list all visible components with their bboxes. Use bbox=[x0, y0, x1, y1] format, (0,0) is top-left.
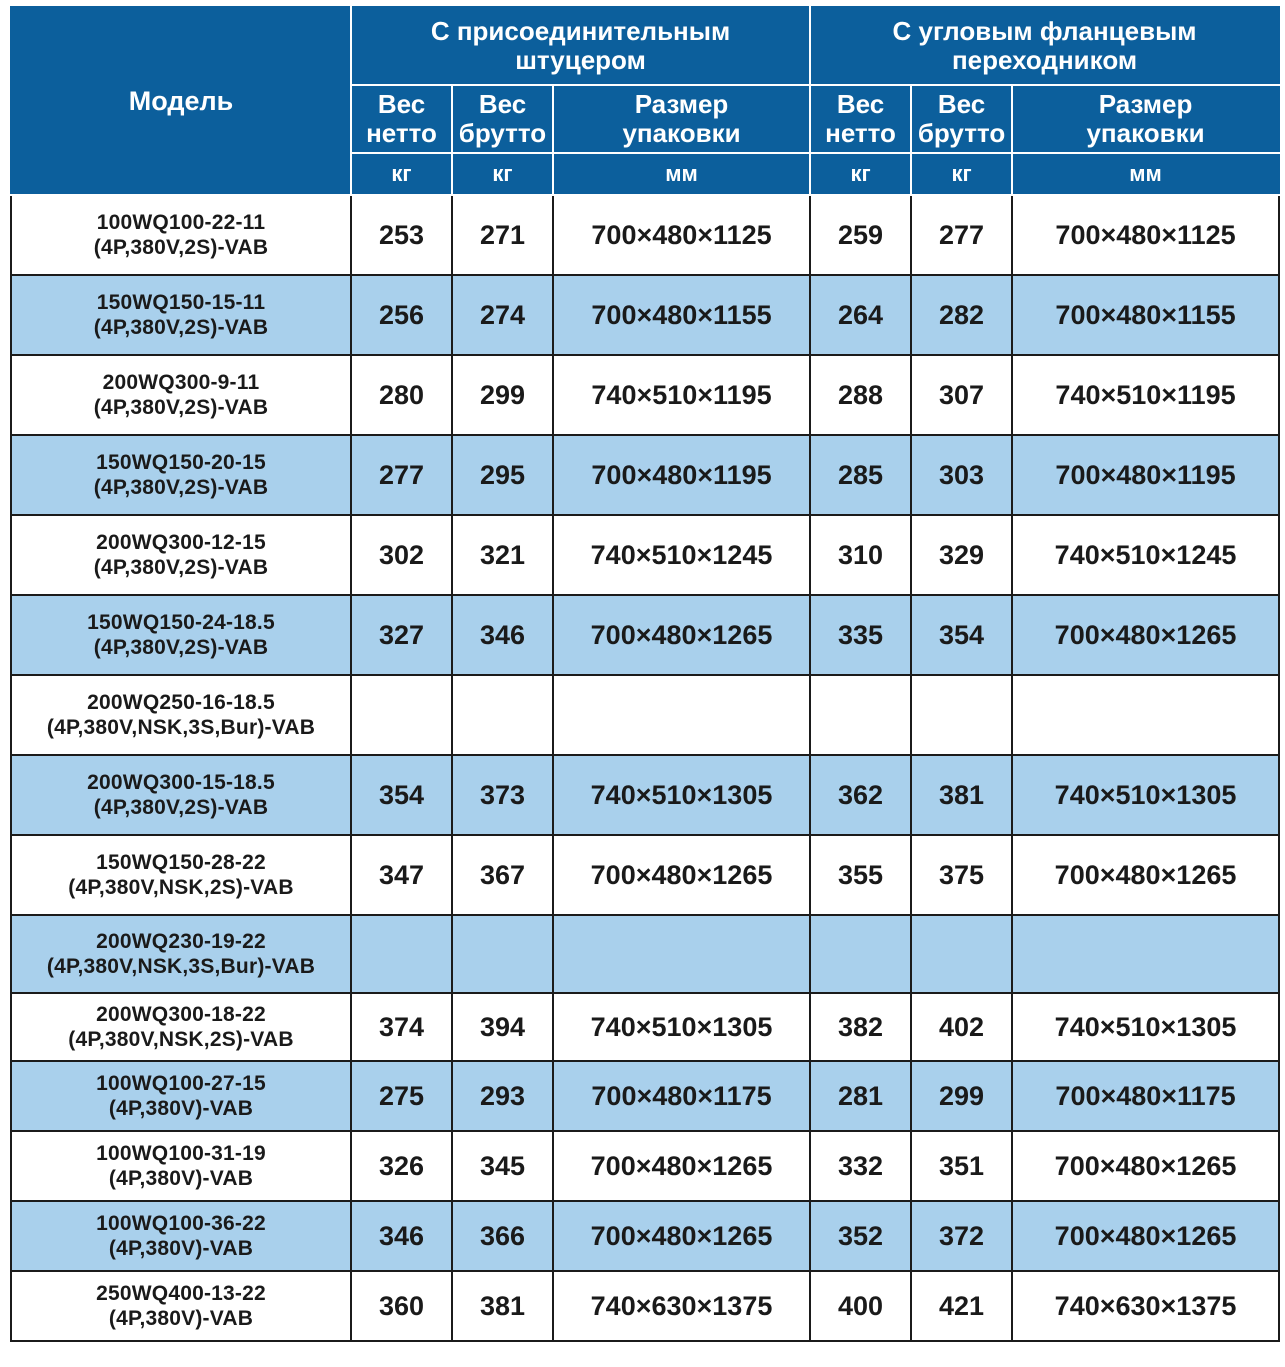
flange-package-size: 700×480×1155 bbox=[1012, 275, 1279, 355]
fitting-gross-weight: 295 bbox=[452, 435, 553, 515]
fitting-gross-weight: 271 bbox=[452, 195, 553, 275]
header-group-fitting-line1: С присоединительным bbox=[430, 16, 731, 46]
fitting-package-size: 700×480×1175 bbox=[553, 1061, 810, 1131]
flange-gross-weight bbox=[911, 675, 1012, 755]
fitting-gross-weight: 394 bbox=[452, 993, 553, 1061]
fitting-net-weight: 360 bbox=[351, 1271, 452, 1341]
fitting-package-size: 740×510×1195 bbox=[553, 355, 810, 435]
fitting-net-weight bbox=[351, 915, 452, 993]
header-text: Вес bbox=[478, 89, 527, 119]
unit-fitting-gross: кг bbox=[452, 153, 553, 195]
model-cell bbox=[11, 675, 351, 755]
header-text: брутто bbox=[917, 118, 1006, 148]
flange-package-size: 740×510×1305 bbox=[1012, 993, 1279, 1061]
table-row bbox=[11, 275, 1279, 355]
flange-net-weight: 285 bbox=[810, 435, 911, 515]
flange-package-size: 700×480×1265 bbox=[1012, 1131, 1279, 1201]
table-row bbox=[11, 1061, 1279, 1131]
flange-package-size: 700×480×1265 bbox=[1012, 1201, 1279, 1271]
fitting-net-weight: 280 bbox=[351, 355, 452, 435]
flange-gross-weight: 351 bbox=[911, 1131, 1012, 1201]
table-row bbox=[11, 755, 1279, 835]
fitting-gross-weight: 299 bbox=[452, 355, 553, 435]
table-row bbox=[11, 835, 1279, 915]
table-row bbox=[11, 675, 1279, 755]
fitting-gross-weight: 373 bbox=[452, 755, 553, 835]
flange-gross-weight bbox=[911, 915, 1012, 993]
flange-net-weight bbox=[810, 675, 911, 755]
flange-package-size: 700×480×1195 bbox=[1012, 435, 1279, 515]
header-text: Размер bbox=[634, 89, 729, 119]
header-text: Размер bbox=[1098, 89, 1193, 119]
header-flange-net bbox=[810, 85, 911, 153]
header-group-fitting bbox=[351, 7, 810, 85]
flange-gross-weight: 421 bbox=[911, 1271, 1012, 1341]
model-line: (4P,380V,NSK,3S,Bur)-VAB bbox=[46, 716, 316, 739]
fitting-net-weight: 277 bbox=[351, 435, 452, 515]
fitting-gross-weight: 274 bbox=[452, 275, 553, 355]
fitting-net-weight: 354 bbox=[351, 755, 452, 835]
model-cell bbox=[11, 595, 351, 675]
model-cell bbox=[11, 195, 351, 275]
flange-gross-weight: 354 bbox=[911, 595, 1012, 675]
model-cell bbox=[11, 275, 351, 355]
model-line: (4P,380V,2S)-VAB bbox=[93, 556, 269, 579]
flange-package-size: 700×480×1125 bbox=[1012, 195, 1279, 275]
flange-gross-weight: 299 bbox=[911, 1061, 1012, 1131]
fitting-gross-weight: 346 bbox=[452, 595, 553, 675]
header-text: нетто bbox=[366, 118, 437, 148]
fitting-gross-weight: 367 bbox=[452, 835, 553, 915]
header-model: Модель bbox=[11, 7, 351, 195]
model-line: (4P,380V,2S)-VAB bbox=[93, 796, 269, 819]
model-line: (4P,380V,2S)-VAB bbox=[93, 396, 269, 419]
fitting-net-weight: 253 bbox=[351, 195, 452, 275]
flange-package-size bbox=[1012, 675, 1279, 755]
table-row bbox=[11, 993, 1279, 1061]
flange-gross-weight: 307 bbox=[911, 355, 1012, 435]
flange-net-weight: 335 bbox=[810, 595, 911, 675]
header-group-flange-line2: переходником bbox=[951, 45, 1138, 75]
header-text: Вес bbox=[836, 89, 885, 119]
model-line: 200WQ230-19-22 bbox=[96, 930, 266, 953]
model-cell bbox=[11, 1131, 351, 1201]
model-cell bbox=[11, 355, 351, 435]
fitting-net-weight: 275 bbox=[351, 1061, 452, 1131]
model-line: 150WQ150-15-11 bbox=[96, 291, 266, 314]
flange-package-size: 700×480×1265 bbox=[1012, 595, 1279, 675]
flange-package-size: 740×510×1195 bbox=[1012, 355, 1279, 435]
fitting-gross-weight bbox=[452, 675, 553, 755]
flange-gross-weight: 329 bbox=[911, 515, 1012, 595]
flange-gross-weight: 303 bbox=[911, 435, 1012, 515]
fitting-package-size: 700×480×1125 bbox=[553, 195, 810, 275]
model-line: 100WQ100-31-19 bbox=[96, 1142, 266, 1165]
header-group-fitting-line2: штуцером bbox=[515, 45, 646, 75]
flange-net-weight bbox=[810, 915, 911, 993]
flange-net-weight: 264 bbox=[810, 275, 911, 355]
model-line: 150WQ150-20-15 bbox=[96, 451, 266, 474]
flange-gross-weight: 381 bbox=[911, 755, 1012, 835]
model-cell bbox=[11, 1271, 351, 1341]
flange-package-size bbox=[1012, 915, 1279, 993]
fitting-gross-weight: 381 bbox=[452, 1271, 553, 1341]
flange-net-weight: 400 bbox=[810, 1271, 911, 1341]
header-flange-gross bbox=[911, 85, 1012, 153]
flange-net-weight: 352 bbox=[810, 1201, 911, 1271]
model-line: (4P,380V)-VAB bbox=[108, 1237, 254, 1260]
table-header bbox=[11, 7, 1279, 195]
flange-gross-weight: 402 bbox=[911, 993, 1012, 1061]
flange-package-size: 700×480×1175 bbox=[1012, 1061, 1279, 1131]
model-line: (4P,380V,NSK,2S)-VAB bbox=[68, 876, 294, 899]
fitting-gross-weight: 321 bbox=[452, 515, 553, 595]
model-line: (4P,380V,NSK,3S,Bur)-VAB bbox=[46, 955, 316, 978]
fitting-gross-weight: 366 bbox=[452, 1201, 553, 1271]
model-line: (4P,380V,2S)-VAB bbox=[93, 316, 269, 339]
unit-fitting-net: кг bbox=[351, 153, 452, 195]
model-cell bbox=[11, 515, 351, 595]
table-row bbox=[11, 435, 1279, 515]
header-text: нетто bbox=[825, 118, 896, 148]
fitting-net-weight bbox=[351, 675, 452, 755]
model-line: 150WQ150-28-22 bbox=[96, 851, 266, 874]
flange-net-weight: 362 bbox=[810, 755, 911, 835]
unit-fitting-size: мм bbox=[553, 153, 810, 195]
header-text: упаковки bbox=[622, 118, 741, 148]
fitting-package-size: 700×480×1265 bbox=[553, 1201, 810, 1271]
model-cell bbox=[11, 435, 351, 515]
header-text: упаковки bbox=[1086, 118, 1205, 148]
table-row bbox=[11, 1271, 1279, 1341]
fitting-net-weight: 346 bbox=[351, 1201, 452, 1271]
fitting-package-size: 700×480×1265 bbox=[553, 1131, 810, 1201]
header-fitting-size bbox=[553, 85, 810, 153]
fitting-net-weight: 374 bbox=[351, 993, 452, 1061]
table-row bbox=[11, 1201, 1279, 1271]
table-row bbox=[11, 1131, 1279, 1201]
header-group-flange-line1: С угловым фланцевым bbox=[892, 16, 1197, 46]
flange-net-weight: 259 bbox=[810, 195, 911, 275]
fitting-net-weight: 302 bbox=[351, 515, 452, 595]
fitting-net-weight: 327 bbox=[351, 595, 452, 675]
model-line: 200WQ300-9-11 bbox=[102, 371, 260, 394]
model-line: (4P,380V,2S)-VAB bbox=[93, 236, 269, 259]
flange-net-weight: 332 bbox=[810, 1131, 911, 1201]
model-line: (4P,380V,NSK,2S)-VAB bbox=[68, 1028, 294, 1051]
header-fitting-gross bbox=[452, 85, 553, 153]
model-cell bbox=[11, 755, 351, 835]
flange-gross-weight: 375 bbox=[911, 835, 1012, 915]
model-cell bbox=[11, 1201, 351, 1271]
flange-package-size: 740×510×1305 bbox=[1012, 755, 1279, 835]
fitting-package-size: 700×480×1195 bbox=[553, 435, 810, 515]
header-fitting-net bbox=[351, 85, 452, 153]
model-line: 200WQ300-15-18.5 bbox=[87, 771, 275, 794]
model-line: 150WQ150-24-18.5 bbox=[87, 611, 275, 634]
flange-gross-weight: 372 bbox=[911, 1201, 1012, 1271]
flange-package-size: 700×480×1265 bbox=[1012, 835, 1279, 915]
fitting-package-size: 740×510×1245 bbox=[553, 515, 810, 595]
model-line: 200WQ250-16-18.5 bbox=[87, 691, 275, 714]
flange-net-weight: 310 bbox=[810, 515, 911, 595]
flange-net-weight: 288 bbox=[810, 355, 911, 435]
flange-package-size: 740×510×1245 bbox=[1012, 515, 1279, 595]
model-line: 200WQ300-12-15 bbox=[96, 531, 266, 554]
flange-net-weight: 382 bbox=[810, 993, 911, 1061]
fitting-package-size bbox=[553, 675, 810, 755]
model-line: 100WQ100-27-15 bbox=[96, 1072, 266, 1095]
fitting-net-weight: 256 bbox=[351, 275, 452, 355]
model-cell bbox=[11, 1061, 351, 1131]
fitting-package-size: 700×480×1265 bbox=[553, 595, 810, 675]
table-row bbox=[11, 195, 1279, 275]
table-row bbox=[11, 355, 1279, 435]
table-row bbox=[11, 915, 1279, 993]
unit-flange-net: кг bbox=[810, 153, 911, 195]
fitting-package-size: 700×480×1265 bbox=[553, 835, 810, 915]
model-line: (4P,380V)-VAB bbox=[108, 1097, 254, 1120]
fitting-package-size bbox=[553, 915, 810, 993]
model-line: 250WQ400-13-22 bbox=[96, 1282, 266, 1305]
model-line: 100WQ100-36-22 bbox=[96, 1212, 266, 1235]
flange-net-weight: 355 bbox=[810, 835, 911, 915]
unit-flange-size: мм bbox=[1012, 153, 1279, 195]
fitting-gross-weight bbox=[452, 915, 553, 993]
fitting-package-size: 740×510×1305 bbox=[553, 755, 810, 835]
model-cell bbox=[11, 835, 351, 915]
flange-net-weight: 281 bbox=[810, 1061, 911, 1131]
header-group-flange bbox=[810, 7, 1279, 85]
fitting-package-size: 740×510×1305 bbox=[553, 993, 810, 1061]
header-flange-size bbox=[1012, 85, 1279, 153]
model-line: 100WQ100-22-11 bbox=[96, 211, 266, 234]
model-line: 200WQ300-18-22 bbox=[96, 1003, 266, 1026]
fitting-gross-weight: 293 bbox=[452, 1061, 553, 1131]
table-row bbox=[11, 515, 1279, 595]
fitting-package-size: 740×630×1375 bbox=[553, 1271, 810, 1341]
model-cell bbox=[11, 993, 351, 1061]
pump-spec-table bbox=[10, 6, 1280, 1342]
model-cell bbox=[11, 915, 351, 993]
fitting-net-weight: 326 bbox=[351, 1131, 452, 1201]
header-text: Вес bbox=[937, 89, 986, 119]
table-body bbox=[11, 195, 1279, 1341]
flange-gross-weight: 277 bbox=[911, 195, 1012, 275]
fitting-net-weight: 347 bbox=[351, 835, 452, 915]
table-row bbox=[11, 595, 1279, 675]
model-line: (4P,380V)-VAB bbox=[108, 1167, 254, 1190]
header-text: брутто bbox=[458, 118, 547, 148]
flange-gross-weight: 282 bbox=[911, 275, 1012, 355]
flange-package-size: 740×630×1375 bbox=[1012, 1271, 1279, 1341]
fitting-package-size: 700×480×1155 bbox=[553, 275, 810, 355]
fitting-gross-weight: 345 bbox=[452, 1131, 553, 1201]
model-line: (4P,380V,2S)-VAB bbox=[93, 636, 269, 659]
unit-flange-gross: кг bbox=[911, 153, 1012, 195]
model-line: (4P,380V,2S)-VAB bbox=[93, 476, 269, 499]
model-line: (4P,380V)-VAB bbox=[108, 1307, 254, 1330]
header-text: Вес bbox=[377, 89, 426, 119]
